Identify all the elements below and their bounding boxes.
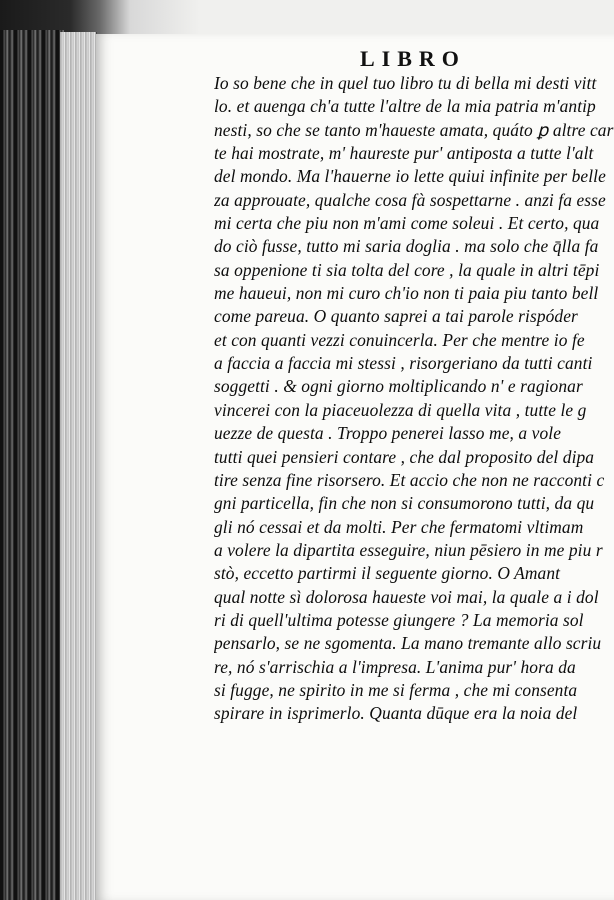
text-line: do ciò fusse, tutto mi saria doglia . ma solo che q̄lla fa — [214, 236, 599, 257]
text-line: te hai mostrate, m' haureste pur' antiposta a tutte l'alt — [214, 143, 594, 164]
text-line: stò, eccetto partirmi il seguente giorno. O Amant — [214, 563, 561, 584]
text-line: lo. et auenga ch'a tutte l'altre de la mia patria m'antip — [214, 96, 596, 117]
text-line: re, nó s'arrischia a l'impresa. L'anima pur' hora da — [214, 656, 576, 677]
text-line: a volere la dipartita esseguire, niun pēsiero in me piu r — [214, 539, 603, 560]
text-line: soggetti . & ogni giorno moltiplicando n' e ragionar — [214, 376, 583, 397]
text-line: et con quanti vezzi conuincerla. Per che mentre io fe — [214, 329, 585, 350]
text-line: nesti, so che se tanto m'haueste amata, quáto ꝑ altre car — [214, 119, 614, 140]
text-line: del mondo. Ma l'hauerne io lette quiui infinite per belle — [214, 166, 606, 187]
text-line: me haueui, non mi curo ch'io non ti paia piu tanto bell — [214, 283, 599, 304]
text-line: ri di quell'ultima potesse giungere ? La memoria sol — [214, 609, 584, 630]
page-edges — [60, 32, 97, 900]
book-spine — [0, 30, 64, 900]
text-line: gni particella, fin che non si consumorono tutti, da qu — [214, 493, 595, 514]
text-line: uezze de questa . Troppo penerei lasso me, a vole — [214, 423, 562, 444]
text-line: come pareua. O quanto saprei a tai parole rispóder — [214, 306, 578, 327]
text-line: qual notte sì dolorosa haueste voi mai, la quale a i dol — [214, 586, 599, 607]
text-line: pensarlo, se ne sgomenta. La mano tremante allo scriu — [214, 633, 602, 654]
text-line: spirare in isprimerlo. Quanta dūque era la noia del — [214, 703, 578, 724]
running-head: LIBRO — [360, 46, 466, 71]
page-text — [214, 72, 614, 772]
text-line: tutti quei pensieri contare , che dal proposito del dipa — [214, 446, 595, 467]
text-line: gli nó cessai et da molti. Per che fermatomi vltimam — [214, 516, 584, 537]
text-line: tire senza fine risorsero. Et accio che non ne racconti c — [214, 469, 605, 490]
text-line: sa oppenione ti sia tolta del core , la quale in altri tēpi — [214, 259, 600, 280]
text-line: vincerei con la piaceuolezza di quella vita , tutte le g — [214, 399, 587, 420]
text-line: a faccia a faccia mi stessi , risorgeriano da tutti canti — [214, 353, 593, 374]
text-line: za approuate, qualche cosa fà sospettarne . anzi fa esse — [214, 189, 606, 210]
text-line: mi certa che piu non m'ami come soleui . Et certo, qua — [214, 213, 600, 234]
text-line: si fugge, ne spirito in me si ferma , che mi consenta — [214, 679, 578, 700]
text-line: Io so bene che in quel tuo libro tu di bella mi desti vitt — [214, 73, 597, 93]
